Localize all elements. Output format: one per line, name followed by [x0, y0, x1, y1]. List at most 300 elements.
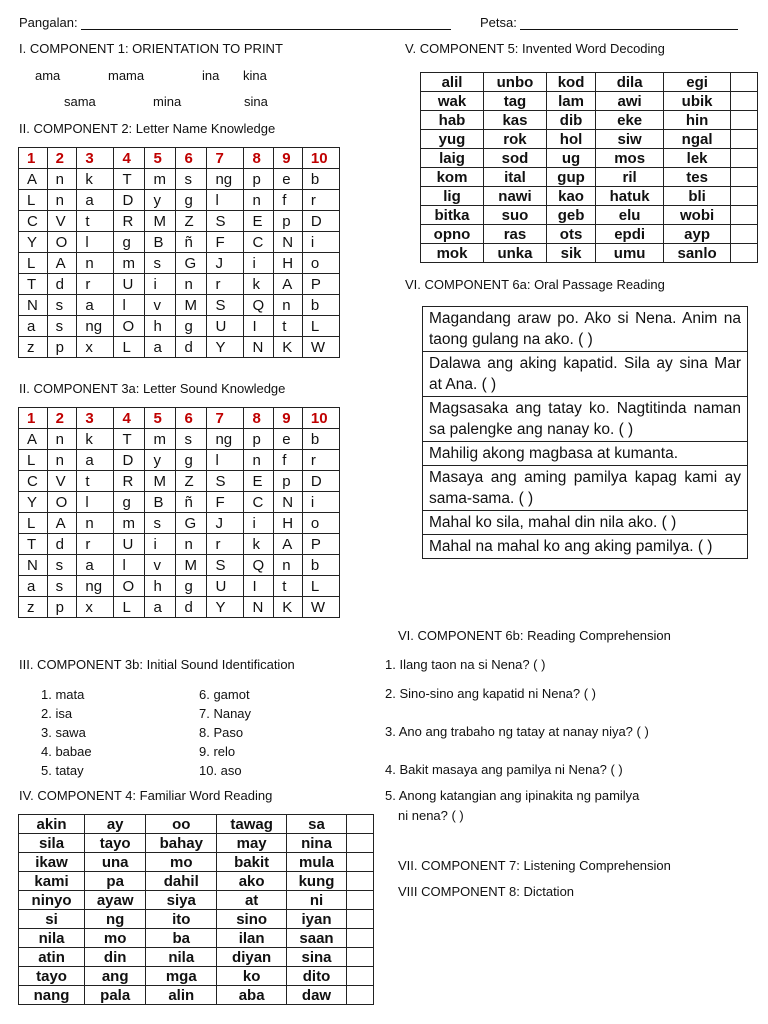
- word-cell: nina: [287, 834, 347, 853]
- letter-cell: p: [274, 471, 303, 492]
- letter-cell: a: [77, 295, 114, 316]
- letter-cell: p: [244, 429, 274, 450]
- letter-cell: g: [176, 576, 207, 597]
- letter-cell: n: [274, 295, 303, 316]
- score-cell[interactable]: [731, 130, 758, 149]
- letter-cell: g: [176, 316, 207, 337]
- word-cell: wobi: [664, 206, 731, 225]
- familiar-word-table: [18, 814, 374, 1005]
- date-line[interactable]: [480, 15, 738, 30]
- letter-cell: l: [77, 492, 114, 513]
- letter-cell: T: [19, 534, 48, 555]
- letter-cell: m: [145, 169, 176, 190]
- c1-word: sina: [244, 94, 268, 109]
- score-cell[interactable]: [731, 111, 758, 130]
- word-cell: hatuk: [596, 187, 664, 206]
- score-cell[interactable]: [347, 910, 374, 929]
- score-cell[interactable]: [731, 225, 758, 244]
- letter-cell: i: [244, 513, 274, 534]
- letter-cell: h: [145, 316, 176, 337]
- word-cell: gup: [546, 168, 595, 187]
- table-row: [421, 225, 758, 244]
- score-cell[interactable]: [731, 244, 758, 263]
- letter-cell: S: [207, 555, 244, 576]
- letter-cell: N: [244, 337, 274, 358]
- column-number: 2: [47, 408, 77, 429]
- letter-cell: ng: [77, 576, 114, 597]
- word-cell: nang: [19, 986, 85, 1005]
- score-cell[interactable]: [731, 92, 758, 111]
- letter-cell: t: [274, 316, 303, 337]
- list-item: 5. tatay: [41, 763, 84, 778]
- table-row: [19, 834, 374, 853]
- letter-cell: l: [77, 232, 114, 253]
- date-blank[interactable]: [520, 29, 738, 30]
- column-number: 4: [114, 148, 145, 169]
- letter-cell: y: [145, 450, 176, 471]
- letter-cell: x: [77, 337, 114, 358]
- column-number: 2: [47, 148, 77, 169]
- letter-cell: I: [244, 316, 274, 337]
- word-cell: ko: [217, 967, 287, 986]
- letter-cell: V: [47, 471, 77, 492]
- column-number: 10: [302, 148, 339, 169]
- c8-title: VIII COMPONENT 8: Dictation: [398, 884, 575, 899]
- list-item: 8. Paso: [199, 725, 244, 740]
- letter-cell: i: [302, 232, 339, 253]
- table-row: [19, 513, 340, 534]
- letter-cell: ng: [207, 429, 244, 450]
- letter-cell: ñ: [176, 232, 207, 253]
- word-cell: ilan: [217, 929, 287, 948]
- score-cell[interactable]: [731, 149, 758, 168]
- word-cell: egi: [664, 73, 731, 92]
- c5-title: V. COMPONENT 5: Invented Word Decoding: [405, 41, 665, 56]
- word-cell: nawi: [483, 187, 546, 206]
- letter-cell: t: [77, 471, 114, 492]
- letter-cell: f: [274, 450, 303, 471]
- word-cell: ngal: [664, 130, 731, 149]
- letter-cell: l: [114, 295, 145, 316]
- word-cell: awi: [596, 92, 664, 111]
- letter-cell: A: [274, 534, 303, 555]
- c1-word: ama: [35, 68, 61, 83]
- letter-cell: G: [176, 513, 207, 534]
- word-cell: kung: [287, 872, 347, 891]
- letter-cell: g: [176, 190, 207, 211]
- letter-cell: T: [114, 169, 145, 190]
- table-row: [421, 130, 758, 149]
- word-cell: ng: [85, 910, 146, 929]
- letter-cell: y: [145, 190, 176, 211]
- letter-cell: m: [145, 429, 176, 450]
- letter-cell: b: [302, 555, 339, 576]
- column-number: 1: [19, 408, 48, 429]
- score-cell[interactable]: [731, 73, 758, 92]
- letter-cell: n: [176, 274, 207, 295]
- question: 3. Ano ang trabaho ng tatay at nanay niya? ( ): [385, 724, 649, 739]
- table-row: [19, 450, 340, 471]
- letter-cell: Y: [207, 597, 244, 618]
- sound-list-left: [41, 685, 92, 780]
- word-cell: nila: [146, 948, 217, 967]
- letter-cell: N: [244, 597, 274, 618]
- score-cell[interactable]: [731, 187, 758, 206]
- word-cell: ako: [217, 872, 287, 891]
- c3b-title: III. COMPONENT 3b: Initial Sound Identification: [19, 657, 295, 672]
- table-row: [421, 149, 758, 168]
- table-row: [19, 815, 374, 834]
- letter-cell: k: [77, 169, 114, 190]
- letter-cell: s: [47, 316, 77, 337]
- letter-cell: s: [47, 576, 77, 597]
- letter-cell: R: [114, 471, 145, 492]
- word-cell: pa: [85, 872, 146, 891]
- letter-cell: r: [207, 274, 244, 295]
- letter-sound-table: [18, 407, 340, 618]
- letter-cell: O: [114, 576, 145, 597]
- letter-cell: n: [176, 534, 207, 555]
- letter-cell: l: [207, 190, 244, 211]
- table-row: [421, 111, 758, 130]
- letter-cell: Z: [176, 471, 207, 492]
- c2-title: II. COMPONENT 2: Letter Name Knowledge: [19, 121, 276, 136]
- letter-cell: Q: [244, 555, 274, 576]
- word-cell: daw: [287, 986, 347, 1005]
- word-cell: mula: [287, 853, 347, 872]
- column-number: 8: [244, 148, 274, 169]
- c4-title: IV. COMPONENT 4: Familiar Word Reading: [19, 788, 273, 803]
- letter-cell: F: [207, 232, 244, 253]
- word-cell: kami: [19, 872, 85, 891]
- letter-cell: n: [47, 169, 77, 190]
- table-row: [421, 73, 758, 92]
- letter-cell: O: [47, 232, 77, 253]
- score-cell[interactable]: [347, 815, 374, 834]
- list-item: 4. babae: [41, 744, 92, 759]
- word-cell: ital: [483, 168, 546, 187]
- letter-cell: C: [244, 232, 274, 253]
- letter-cell: e: [274, 169, 303, 190]
- letter-cell: G: [176, 253, 207, 274]
- table-row: [421, 92, 758, 111]
- table-row: [19, 853, 374, 872]
- list-item: 9. relo: [199, 744, 236, 759]
- word-cell: geb: [546, 206, 595, 225]
- word-cell: dila: [596, 73, 664, 92]
- letter-cell: g: [114, 492, 145, 513]
- letter-cell: N: [274, 492, 303, 513]
- letter-cell: d: [47, 534, 77, 555]
- letter-cell: Y: [207, 337, 244, 358]
- letter-cell: g: [114, 232, 145, 253]
- question: 4. Bakit masaya ang pamilya ni Nena? ( ): [385, 762, 623, 777]
- table-row: [421, 168, 758, 187]
- c1-word: sama: [64, 94, 96, 109]
- word-cell: alin: [146, 986, 217, 1005]
- question: 5. Anong katangian ang ipinakita ng pamilya: [385, 788, 640, 803]
- score-cell[interactable]: [347, 891, 374, 910]
- letter-cell: M: [145, 211, 176, 232]
- table-row: [19, 492, 340, 513]
- score-cell[interactable]: [347, 948, 374, 967]
- table-row: [19, 232, 340, 253]
- table-row: [19, 872, 374, 891]
- letter-cell: o: [302, 513, 339, 534]
- letter-cell: A: [274, 274, 303, 295]
- letter-cell: k: [244, 274, 274, 295]
- letter-cell: T: [19, 274, 48, 295]
- word-cell: ayp: [664, 225, 731, 244]
- letter-cell: a: [19, 576, 48, 597]
- word-cell: ninyo: [19, 891, 85, 910]
- table-row: [19, 471, 340, 492]
- word-cell: elu: [596, 206, 664, 225]
- letter-cell: d: [176, 337, 207, 358]
- letter-cell: r: [77, 534, 114, 555]
- name-line[interactable]: [19, 15, 451, 30]
- question: ni nena? ( ): [398, 808, 464, 823]
- score-cell[interactable]: [731, 206, 758, 225]
- passage-sentence: Masaya ang aming pamilya kapag kami ay sama-sama. ( ): [423, 466, 748, 511]
- table-row: [19, 986, 374, 1005]
- letter-cell: D: [114, 450, 145, 471]
- letter-cell: s: [47, 295, 77, 316]
- c1-word: mama: [108, 68, 145, 83]
- letter-cell: b: [302, 429, 339, 450]
- word-cell: sino: [217, 910, 287, 929]
- letter-cell: p: [47, 337, 77, 358]
- letter-cell: o: [302, 253, 339, 274]
- letter-cell: v: [145, 295, 176, 316]
- word-cell: ug: [546, 149, 595, 168]
- letter-cell: t: [274, 576, 303, 597]
- letter-cell: K: [274, 337, 303, 358]
- word-cell: ito: [146, 910, 217, 929]
- score-cell[interactable]: [347, 986, 374, 1005]
- passage-sentence: Mahilig akong magbasa at kumanta.: [423, 442, 748, 466]
- score-cell[interactable]: [347, 853, 374, 872]
- passage-sentence: Magsasaka ang tatay ko. Nagtitinda naman sa palengke ang nanay ko. ( ): [423, 397, 748, 442]
- word-cell: dahil: [146, 872, 217, 891]
- word-cell: eke: [596, 111, 664, 130]
- column-number: 5: [145, 408, 176, 429]
- letter-cell: a: [145, 337, 176, 358]
- letter-cell: e: [274, 429, 303, 450]
- word-cell: mo: [146, 853, 217, 872]
- word-cell: tayo: [19, 967, 85, 986]
- letter-cell: L: [114, 597, 145, 618]
- letter-cell: C: [19, 211, 48, 232]
- letter-cell: n: [77, 253, 114, 274]
- word-cell: tawag: [217, 815, 287, 834]
- word-cell: ni: [287, 891, 347, 910]
- score-cell[interactable]: [731, 168, 758, 187]
- letter-cell: Y: [19, 492, 48, 513]
- letter-cell: D: [302, 471, 339, 492]
- letter-cell: P: [302, 274, 339, 295]
- letter-cell: i: [302, 492, 339, 513]
- word-cell: mga: [146, 967, 217, 986]
- word-cell: bakit: [217, 853, 287, 872]
- invented-word-table: [420, 72, 758, 263]
- letter-cell: r: [302, 450, 339, 471]
- letter-cell: O: [114, 316, 145, 337]
- header-row: [19, 148, 340, 169]
- c1-word: mina: [153, 94, 182, 109]
- column-number: 3: [77, 148, 114, 169]
- letter-cell: r: [302, 190, 339, 211]
- passage-sentence: Dalawa ang aking kapatid. Sila ay sina Mar at Ana. ( ): [423, 352, 748, 397]
- letter-cell: n: [274, 555, 303, 576]
- letter-cell: ñ: [176, 492, 207, 513]
- letter-cell: a: [77, 190, 114, 211]
- passage-sentence: Mahal ko sila, mahal din nila ako. ( ): [423, 511, 748, 535]
- word-cell: bli: [664, 187, 731, 206]
- table-row: [19, 576, 340, 597]
- word-cell: pala: [85, 986, 146, 1005]
- letter-cell: L: [302, 316, 339, 337]
- word-cell: hab: [421, 111, 484, 130]
- letter-cell: B: [145, 492, 176, 513]
- column-number: 7: [207, 148, 244, 169]
- letter-cell: r: [77, 274, 114, 295]
- table-row: [19, 211, 340, 232]
- letter-cell: U: [114, 274, 145, 295]
- passage-sentence: Mahal na mahal ko ang aking pamilya. ( ): [423, 535, 748, 559]
- letter-cell: t: [77, 211, 114, 232]
- word-cell: ubik: [664, 92, 731, 111]
- list-item: 7. Nanay: [199, 706, 252, 721]
- word-cell: kas: [483, 111, 546, 130]
- word-cell: sa: [287, 815, 347, 834]
- column-number: 9: [274, 148, 303, 169]
- column-number: 8: [244, 408, 274, 429]
- letter-cell: I: [244, 576, 274, 597]
- list-item: 10. aso: [199, 763, 242, 778]
- letter-cell: a: [77, 450, 114, 471]
- word-cell: rok: [483, 130, 546, 149]
- letter-cell: n: [47, 190, 77, 211]
- letter-cell: M: [176, 295, 207, 316]
- word-cell: wak: [421, 92, 484, 111]
- word-cell: siya: [146, 891, 217, 910]
- letter-cell: E: [244, 211, 274, 232]
- table-row: [421, 244, 758, 263]
- column-number: 6: [176, 148, 207, 169]
- letter-cell: s: [145, 253, 176, 274]
- word-cell: epdi: [596, 225, 664, 244]
- word-cell: sina: [287, 948, 347, 967]
- table-row: [19, 253, 340, 274]
- word-cell: dib: [546, 111, 595, 130]
- word-cell: yug: [421, 130, 484, 149]
- word-cell: oo: [146, 815, 217, 834]
- word-cell: mos: [596, 149, 664, 168]
- score-cell[interactable]: [347, 872, 374, 891]
- letter-cell: n: [47, 429, 77, 450]
- letter-cell: L: [19, 253, 48, 274]
- letter-cell: d: [176, 597, 207, 618]
- letter-cell: ng: [207, 169, 244, 190]
- letter-cell: D: [114, 190, 145, 211]
- letter-cell: l: [114, 555, 145, 576]
- score-cell[interactable]: [347, 834, 374, 853]
- c6b-title: VI. COMPONENT 6b: Reading Comprehension: [398, 628, 671, 643]
- letter-cell: a: [77, 555, 114, 576]
- letter-cell: b: [302, 295, 339, 316]
- letter-cell: N: [274, 232, 303, 253]
- word-cell: tes: [664, 168, 731, 187]
- table-row: [19, 597, 340, 618]
- letter-name-table: [18, 147, 340, 358]
- letter-cell: C: [19, 471, 48, 492]
- word-cell: sanlo: [664, 244, 731, 263]
- score-cell[interactable]: [347, 929, 374, 948]
- table-row: [19, 429, 340, 450]
- word-cell: ril: [596, 168, 664, 187]
- letter-cell: A: [47, 513, 77, 534]
- word-cell: tayo: [85, 834, 146, 853]
- word-cell: at: [217, 891, 287, 910]
- word-cell: kao: [546, 187, 595, 206]
- letter-cell: L: [19, 190, 48, 211]
- letter-cell: A: [47, 253, 77, 274]
- letter-cell: x: [77, 597, 114, 618]
- word-cell: una: [85, 853, 146, 872]
- word-cell: mok: [421, 244, 484, 263]
- word-cell: dito: [287, 967, 347, 986]
- table-row: [19, 929, 374, 948]
- score-cell[interactable]: [347, 967, 374, 986]
- word-cell: bahay: [146, 834, 217, 853]
- word-cell: sila: [19, 834, 85, 853]
- word-cell: ay: [85, 815, 146, 834]
- letter-cell: B: [145, 232, 176, 253]
- letter-cell: T: [114, 429, 145, 450]
- word-cell: bitka: [421, 206, 484, 225]
- word-cell: ayaw: [85, 891, 146, 910]
- list-item: 1. mata: [41, 687, 85, 702]
- letter-cell: v: [145, 555, 176, 576]
- letter-cell: s: [145, 513, 176, 534]
- column-number: 3: [77, 408, 114, 429]
- letter-cell: D: [302, 211, 339, 232]
- word-cell: suo: [483, 206, 546, 225]
- word-cell: umu: [596, 244, 664, 263]
- letter-cell: p: [244, 169, 274, 190]
- letter-cell: M: [176, 555, 207, 576]
- letter-cell: L: [19, 513, 48, 534]
- word-cell: lek: [664, 149, 731, 168]
- table-row: [19, 190, 340, 211]
- table-row: [19, 891, 374, 910]
- word-cell: iyan: [287, 910, 347, 929]
- letter-cell: Q: [244, 295, 274, 316]
- column-number: 6: [176, 408, 207, 429]
- letter-cell: m: [114, 513, 145, 534]
- letter-cell: z: [19, 337, 48, 358]
- letter-cell: i: [244, 253, 274, 274]
- word-cell: tag: [483, 92, 546, 111]
- name-blank[interactable]: [81, 29, 451, 30]
- letter-cell: O: [47, 492, 77, 513]
- letter-cell: s: [176, 429, 207, 450]
- letter-cell: C: [244, 492, 274, 513]
- letter-cell: d: [47, 274, 77, 295]
- list-item: 3. sawa: [41, 725, 86, 740]
- column-number: 4: [114, 408, 145, 429]
